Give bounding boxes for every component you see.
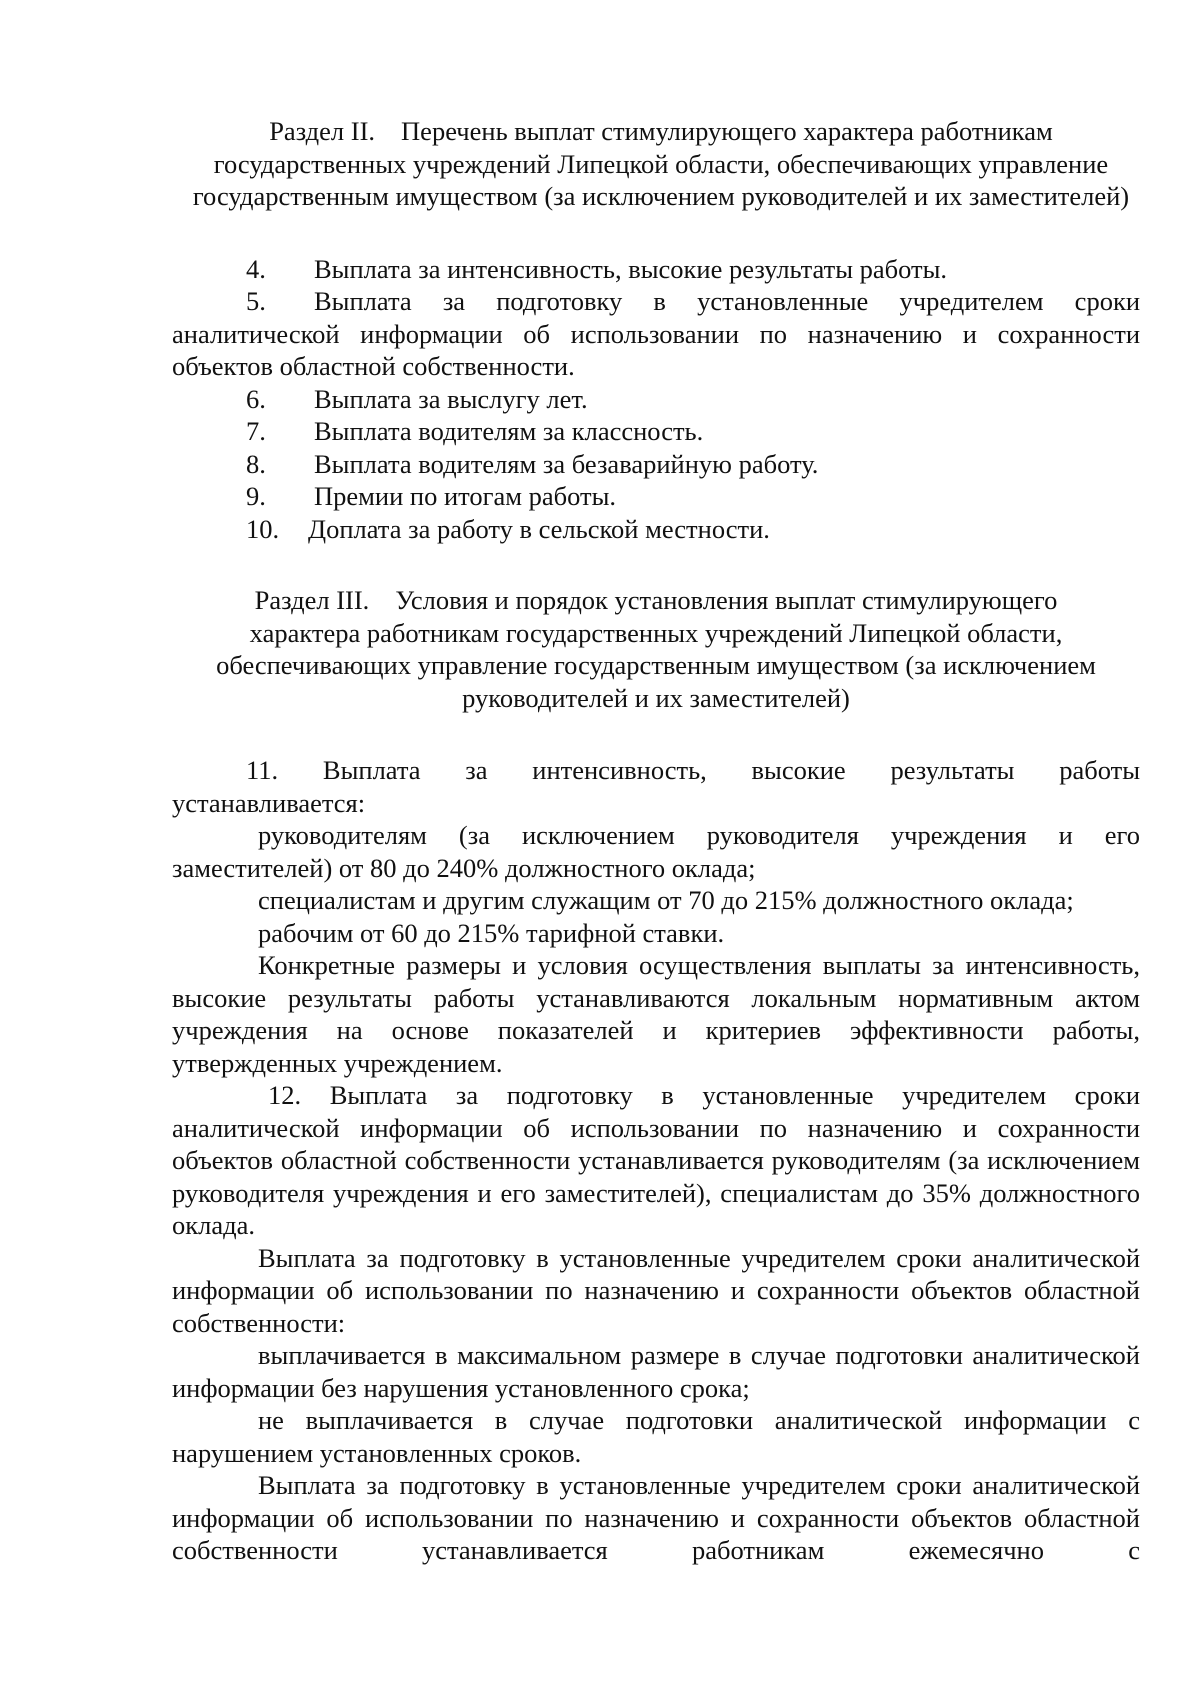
list-item-text: Выплата за интенсивность, высокие результаты работы. [314, 253, 948, 284]
section-2-title-line1: Перечень выплат стимулирующего характера работникам [401, 116, 1053, 146]
list-item [172, 513, 1140, 546]
section-3-title-rest: характера работникам государственных учреждений Липецкой области, обеспечивающих управление государственным имуществом (за исключением руководителей и их заместителей) [216, 617, 1096, 713]
list-item-text: Выплата водителям за безаварийную работу. [314, 448, 819, 479]
list-item-text: Выплата за выслугу лет. [314, 383, 588, 414]
list-item-text: Доплата за работу в сельской местности. [308, 513, 770, 544]
list-item [172, 285, 1140, 383]
section-3-label: Раздел III. [254, 585, 370, 615]
list-item [172, 415, 1140, 448]
paragraph-12-paid: выплачивается в максимальном размере в случае подготовки аналитической информации без нарушения установленного срока; [172, 1340, 1140, 1403]
paragraph-12-not-paid: не выплачивается в случае подготовки аналитической информации с нарушением установленных сроков. [172, 1405, 1140, 1468]
paragraph-12-payment: Выплата за подготовку в установленные учредителем сроки аналитической информации об использовании по назначению и сохранности объектов областной собственности: [172, 1242, 1140, 1338]
list-item-text: Премии по итогам работы. [314, 481, 617, 511]
paragraph-11-workers: рабочим от 60 до 215% тарифной ставки. [258, 917, 725, 948]
list-item-number: 6. [246, 383, 266, 414]
paragraph-11-specific: Конкретные размеры и условия осуществления выплаты за интенсивность, высокие результаты работы устанавливаются локальным нормативным актом учреждения на основе показателей и критериев эффективности работы, утвержденных учреждением. [172, 950, 1140, 1078]
section-2-heading [172, 115, 1140, 213]
section-2-heading-line1 [182, 115, 1140, 148]
section-3-title-line1: Условия и порядок установления выплат стимулирующего [395, 585, 1058, 615]
list-item [172, 448, 1140, 481]
list-item-number: 10. [246, 513, 280, 544]
section-2-label: Раздел II. [269, 116, 376, 146]
list-item-number: 5. [246, 286, 266, 316]
paragraph-11-managers: руководителям (за исключением руководителя учреждения и его заместителей) от 80 до 240% должностного оклада; [172, 820, 1140, 883]
paragraph-11-specialists: специалистам и другим служащим от 70 до 215% должностного оклада; [258, 885, 1074, 915]
list-item [172, 480, 1140, 513]
paragraph-12-monthly: Выплата за подготовку в установленные учредителем сроки аналитической информации об использовании по назначению и сохранности объектов областной собственности устанавливается работникам ежемесячно с [172, 1470, 1140, 1565]
section-3-heading-line1 [178, 584, 1134, 617]
list-item-number: 4. [246, 253, 266, 284]
payments-list [172, 253, 1140, 546]
list-item-number: 8. [246, 448, 266, 479]
list-item-number: 9. [246, 481, 266, 511]
paragraph-11-tail: устанавливается: [172, 787, 366, 818]
list-item-text: Выплата водителям за классность. [314, 416, 704, 446]
section-2-title-rest: государственных учреждений Липецкой области, обеспечивающих управление государственным имуществом (за исключением руководителей и их заместителей) [192, 148, 1130, 211]
list-item [172, 383, 1140, 416]
paragraph-11-head: 11. Выплата за интенсивность, высокие результаты работы [246, 755, 1140, 785]
list-item [172, 253, 1140, 286]
section-3-body [172, 754, 1140, 1567]
section-3-heading [172, 584, 1140, 714]
paragraph-12: 12. Выплата за подготовку в установленные учредителем сроки аналитической информации об использовании по назначению и сохранности объектов областной собственности устанавливается руководителям (за исключением руководителя учреждения и его заместителей), специалистам до 35% должностного оклада. [172, 1080, 1140, 1240]
list-item-text: Выплата за подготовку в установленные учредителем сроки аналитической информации об использовании по назначению и сохранности объектов областной собственности. [172, 286, 1140, 381]
document-content [172, 115, 1140, 1567]
list-item-number: 7. [246, 416, 266, 446]
